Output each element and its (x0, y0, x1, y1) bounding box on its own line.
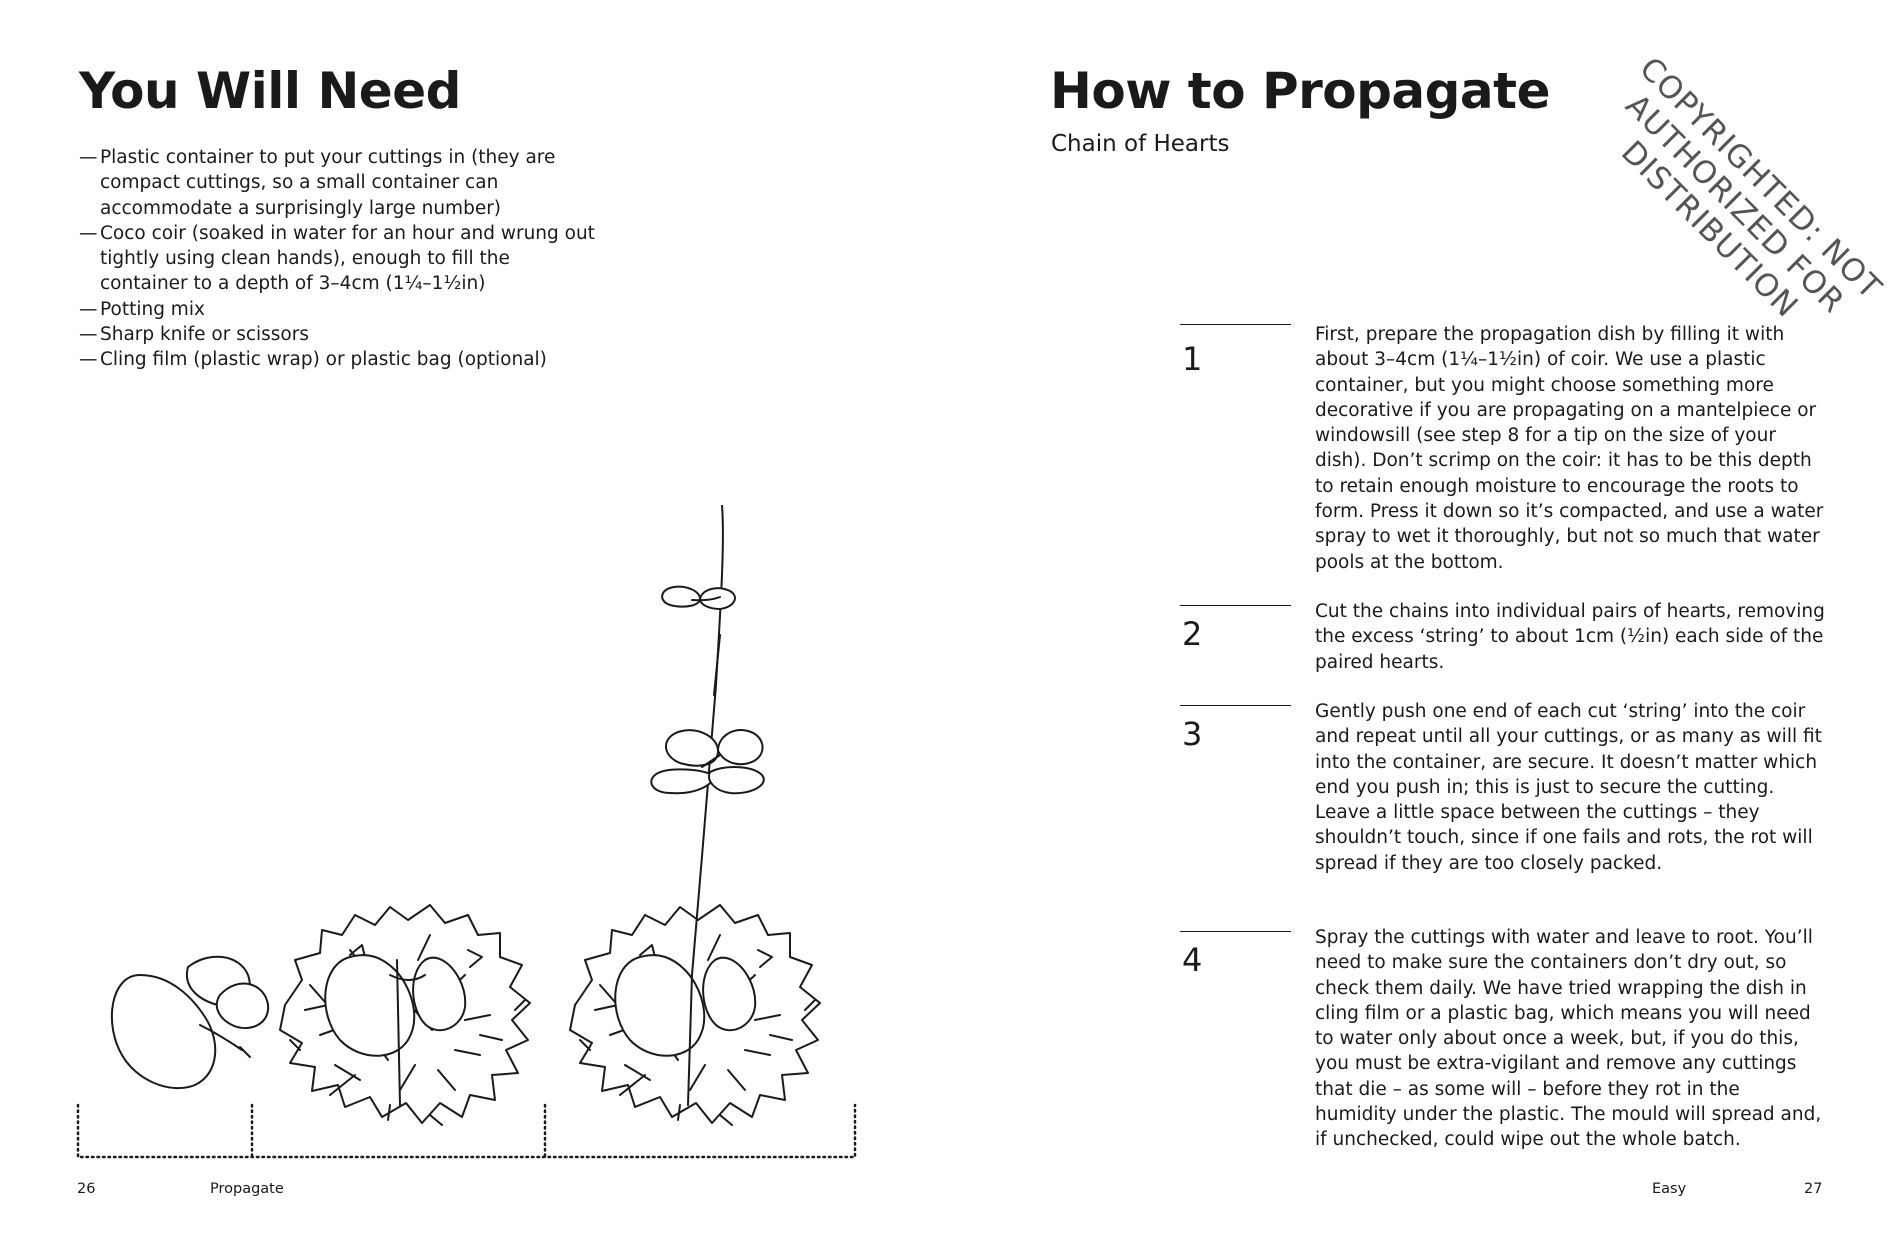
step-divider (1180, 931, 1291, 932)
section-label-left: Propagate (210, 1181, 284, 1197)
step-number: 3 (1182, 715, 1203, 753)
step-number: 4 (1182, 941, 1203, 979)
step-number: 2 (1182, 615, 1203, 653)
section-label-right: Easy (1652, 1181, 1687, 1197)
copyright-watermark: COPYRIGHTED: NOT AUTHORIZED FOR DISTRIBUTION (1614, 50, 1889, 325)
list-item: — Sharp knife or scissors (79, 322, 599, 347)
materials-list (79, 145, 599, 373)
list-item: — Plastic container to put your cuttings in (they are compact cuttings, so a small container can accommodate a surprisingly large number) (79, 145, 599, 221)
step-divider (1180, 705, 1291, 706)
step-divider (1180, 605, 1291, 606)
list-item: — Coco coir (soaked in water for an hour and wrung out tightly using clean hands), enough to fill the container to a depth of 3–4cm (1¼–1½in) (79, 221, 599, 297)
step-text: Cut the chains into individual pairs of hearts, removing the excess ‘string’ to about 1cm (½in) each side of the paired hearts. (1315, 601, 1825, 673)
container-outline-icon (78, 1105, 855, 1157)
heart-cutting-icon (112, 957, 268, 1088)
step-text: First, prepare the propagation dish by filling it with about 3–4cm (1¼–1½in) of coir. We use a plastic container, but you might choose something more decorative if you are propagating on a mantelpiece or windowsill (see step 8 for a tip on the size of your dish). Don’t scrimp on the coir: it has to be this depth to retain enough moisture to encourage the roots to form. Press it down so it’s compacted, and use a water spray to wet it thoroughly, but not so much that water pools at the bottom. (1315, 324, 1824, 573)
page-subtitle: Chain of Hearts (1051, 131, 1230, 157)
page-number-right: 27 (1804, 1181, 1823, 1197)
list-item: — Cling film (plastic wrap) or plastic bag (optional) (79, 347, 599, 372)
step-text: Spray the cuttings with water and leave to root. You’ll need to make sure the containers don’t dry out, so check them daily. We have tried wrapping the dish in cling film or a plastic bag, which means you will need to water only about once a week, but, if you do this, you must be extra-vigilant and remove any cuttings that die – as some will – before they rot in the humidity under the plastic. The mould will spread and, if unchecked, could wipe out the whole batch. (1315, 927, 1822, 1151)
step-number: 1 (1182, 340, 1203, 378)
page-title-left: You Will Need (79, 62, 461, 120)
step-divider (1180, 324, 1291, 325)
page-number-left: 26 (77, 1181, 96, 1197)
coir-mound-icon (280, 905, 530, 1125)
coir-mound-with-vine-icon (570, 505, 820, 1125)
list-item: — Potting mix (79, 297, 599, 322)
step-text: Gently push one end of each cut ‘string’ into the coir and repeat until all your cuttings, or as many as will fit into the container, are secure. It doesn’t matter which end you push in; this is just to secure the cutting. Leave a little space between the cuttings – they shouldn’t touch, since if one fails and rots, the rot will spread if they are too closely packed. (1315, 701, 1822, 874)
propagation-illustration (70, 505, 870, 1165)
page-title-right: How to Propagate (1050, 62, 1550, 120)
